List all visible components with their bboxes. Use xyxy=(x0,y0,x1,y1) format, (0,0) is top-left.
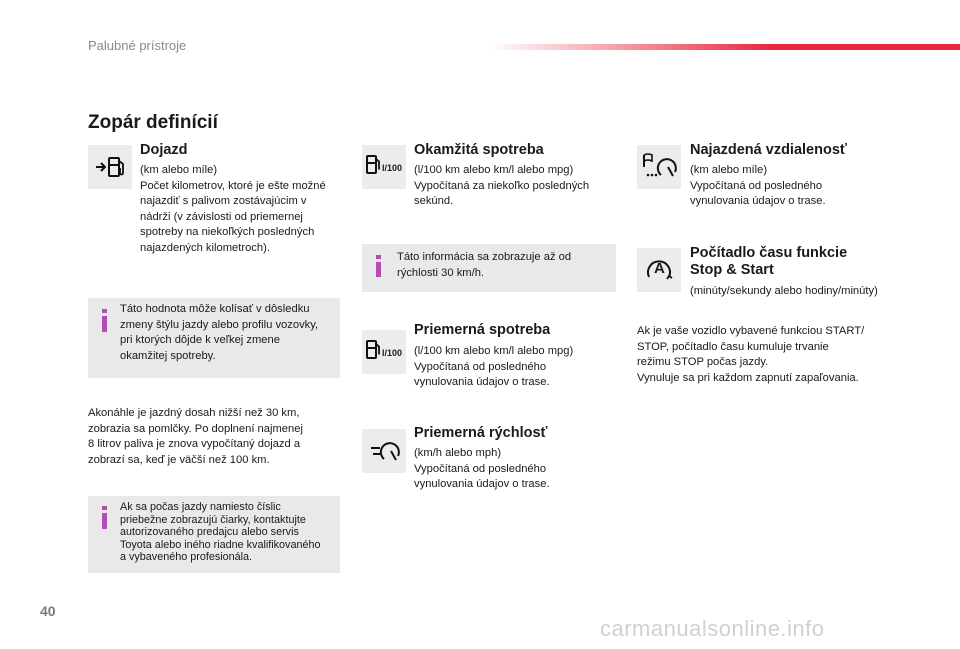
stop-start-icon xyxy=(637,248,681,292)
note-text: Táto informácia sa zobrazuje až od rýchlosti 30 km/h. xyxy=(397,251,572,279)
distance-travelled-icon xyxy=(637,145,681,189)
page-header-title: Palubné prístroje xyxy=(88,38,187,53)
icon-label: l/100 xyxy=(382,163,403,173)
dash-paragraph: Akonáhle je jazdný dosah nižší než 30 km, zobrazia sa pomlčky. Po doplnení najmenej 8 litrov paliva je znova vypočítaný dojazd a zobrazí sa, keď je väčší než 100 km. xyxy=(88,407,303,466)
range-fuel-icon xyxy=(88,145,132,189)
average-speed-description: (km/h alebo mph) Vypočítaná od posledného vynulovania údajov o trase. xyxy=(414,447,550,490)
average-consumption-title: Priemerná spotreba xyxy=(414,322,551,338)
stop-start-title: Počítadlo času funkcie Stop & Start xyxy=(690,245,848,278)
instant-consumption-icon xyxy=(362,145,406,189)
distance-travelled-title: Najazdená vzdialenosť xyxy=(690,142,847,158)
icon-label: l/100 xyxy=(382,348,403,358)
stop-start-description: (minúty/sekundy alebo hodiny/minúty) xyxy=(690,285,878,297)
note-text: Ak sa počas jazdy namiesto číslic priebežne zobrazujú čiarky, kontaktujte autorizovaného predajcu alebo servis Toyota alebo iného riadne kvalifikovaného a vybaveného profesionála. xyxy=(120,501,321,563)
header-accent-bar xyxy=(490,44,960,50)
note-consumption-variation xyxy=(88,298,340,378)
note-text: Táto hodnota môže kolísať v dôsledku zmeny štýlu jazdy alebo profilu vozovky, pri ktorých dôjde k veľkej zmene okamžitej spotreby. xyxy=(120,303,319,362)
note-contact-dealer xyxy=(88,496,340,573)
info-icon xyxy=(102,506,107,510)
section-title: Zopár definícií xyxy=(88,112,218,133)
range-description: (km alebo míle) Počet kilometrov, ktoré je ešte možné najazdiť s palivom zostávajúcim v nádrži (v závislosti od priemernej spotreby na niekoľkých posledných najazdených kilometroch). xyxy=(140,164,326,254)
distance-travelled-description: (km alebo míle) Vypočítaná od posledného vynulovania údajov o trase. xyxy=(690,164,826,207)
average-speed-title: Priemerná rýchlosť xyxy=(414,425,548,441)
instant-consumption-title: Okamžitá spotreba xyxy=(414,142,544,158)
average-speed-icon xyxy=(362,429,406,473)
start-stop-paragraph: Ak je vaše vozidlo vybavené funkciou START/ STOP, počítadlo času kumuluje trvanie režimu STOP počas jazdy. Vynuluje sa pri každom zapnutí zapaľovania. xyxy=(637,325,865,384)
watermark: carmanualsonline.info xyxy=(600,616,825,641)
info-icon xyxy=(102,309,107,313)
info-icon xyxy=(376,255,381,259)
note-speed-threshold xyxy=(362,244,616,292)
average-consumption-icon xyxy=(362,330,406,374)
instant-consumption-description: (l/100 km alebo km/l alebo mpg) Vypočítaná za niekoľko posledných sekúnd. xyxy=(414,164,590,207)
icon-letter: A xyxy=(654,260,665,277)
average-consumption-description: (l/100 km alebo km/l alebo mpg) Vypočítaná od posledného vynulovania údajov o trase. xyxy=(414,345,574,388)
range-title: Dojazd xyxy=(140,142,188,158)
page-number: 40 xyxy=(40,603,56,619)
